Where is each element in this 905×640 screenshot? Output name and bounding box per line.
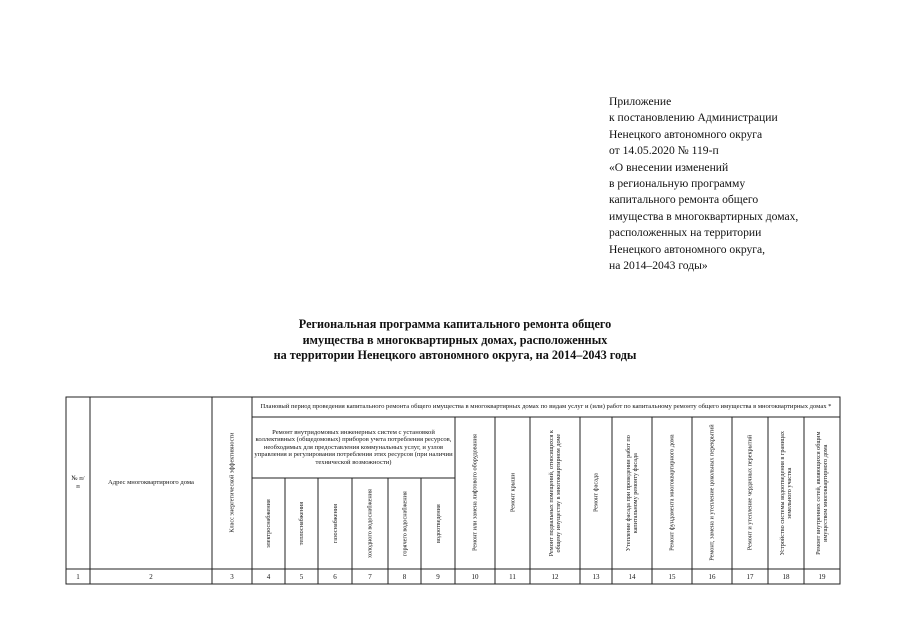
title-line: Региональная программа капитального ремонта общего xyxy=(298,317,612,331)
header-energy-class: Класс энергетической эффективности xyxy=(228,433,236,533)
header-engineering-systems: Ремонт внутридомовых инженерных систем с установкой коллективных (общедомовых) приборов учета потребления ресурсов, необходимых для предоставления коммунальных услуг, и узлов управления и регулирования потребления этих ресурсов (при наличии технической возможности) xyxy=(254,428,453,466)
column-elevator-repair: Ремонт или замена лифтового оборудования xyxy=(471,434,479,552)
subcolumn-hot-water: горячего водоснабжения xyxy=(400,491,408,556)
column-number: 3 xyxy=(230,572,234,581)
appendix-line: Ненецкого автономного округа xyxy=(609,127,763,141)
column-number: 14 xyxy=(628,572,636,581)
appendix-line: имущества в многоквартирных домах, xyxy=(609,209,799,223)
column-number: 19 xyxy=(818,572,826,581)
column-number: 11 xyxy=(509,572,516,581)
column-basement-repair: Ремонт подвальных помещений, относящихся к общему имуществу в многоквартирном доме xyxy=(547,429,562,557)
column-facade-repair: Ремонт фасада xyxy=(592,473,600,513)
column-number: 6 xyxy=(333,572,337,581)
column-foundation-repair: Ремонт фундамента многоквартирного дома xyxy=(668,434,676,552)
column-number: 2 xyxy=(149,572,153,581)
subcolumn-electricity: электроснабжения xyxy=(264,499,272,548)
appendix-line: на 2014–2043 годы» xyxy=(609,259,708,273)
header-num: № п/п xyxy=(71,475,85,490)
appendix-line: от 14.05.2020 № 119-п xyxy=(609,144,719,158)
column-number: 13 xyxy=(592,572,600,581)
column-number: 12 xyxy=(551,572,559,581)
title-line: на территории Ненецкого автономного округа, на 2014–2043 годы xyxy=(273,348,637,362)
column-number: 17 xyxy=(746,572,754,581)
column-roof-repair: Ремонт крыши xyxy=(508,473,516,513)
column-number: 7 xyxy=(368,572,372,581)
appendix-line: капитального ремонта общего xyxy=(609,193,759,207)
subcolumn-cold-water: холодного водоснабжения xyxy=(366,489,374,558)
column-number: 10 xyxy=(471,572,479,581)
appendix-line: Ненецкого автономного округа, xyxy=(609,242,766,256)
appendix-line: к постановлению Администрации xyxy=(609,111,778,125)
column-number: 8 xyxy=(402,572,407,581)
column-internal-networks: Ремонт внутренних сетей, являющихся общим имуществом многоквартирного дома xyxy=(814,431,829,555)
column-number: 16 xyxy=(708,572,716,581)
column-attic-floors: Ремонт и утепление чердачных перекрытий xyxy=(746,435,754,551)
column-number: 5 xyxy=(299,572,304,581)
appendix-line: Приложение xyxy=(609,95,672,108)
column-number: 1 xyxy=(76,572,80,581)
appendix-line: «О внесении изменений xyxy=(609,160,729,174)
subcolumn-heating: теплоснабжения xyxy=(297,501,305,546)
column-number: 9 xyxy=(436,572,440,581)
title-line: имущества в многоквартирных домах, расположенных xyxy=(302,332,608,347)
header-address: Адрес многоквартирного дома xyxy=(108,479,194,487)
column-number: 15 xyxy=(668,572,676,581)
appendix-line: расположенных на территории xyxy=(609,226,762,240)
header-planned-period: Плановый период проведения капитального ремонта общего имущества в многоквартирных домах по видам услуг и (или) работ по капитальному ремонту общего имущества в многоквартирных домах * xyxy=(260,403,832,411)
column-number: 18 xyxy=(782,572,790,581)
column-basement-floors: Ремонт, замена и утепление цокольных перекрытий xyxy=(708,424,716,562)
appendix-line: в региональную программу xyxy=(609,177,746,191)
subcolumn-gas: газоснабжения xyxy=(331,503,339,544)
column-number: 4 xyxy=(266,572,271,581)
subcolumn-drainage: водоотведения xyxy=(434,504,442,543)
column-facade-insulation: Утепление фасада при проведении работ по капитальному ремонту фасада xyxy=(624,435,639,552)
column-drainage-system: Устройство системы водоотведения в границах земельного участка xyxy=(778,430,793,556)
